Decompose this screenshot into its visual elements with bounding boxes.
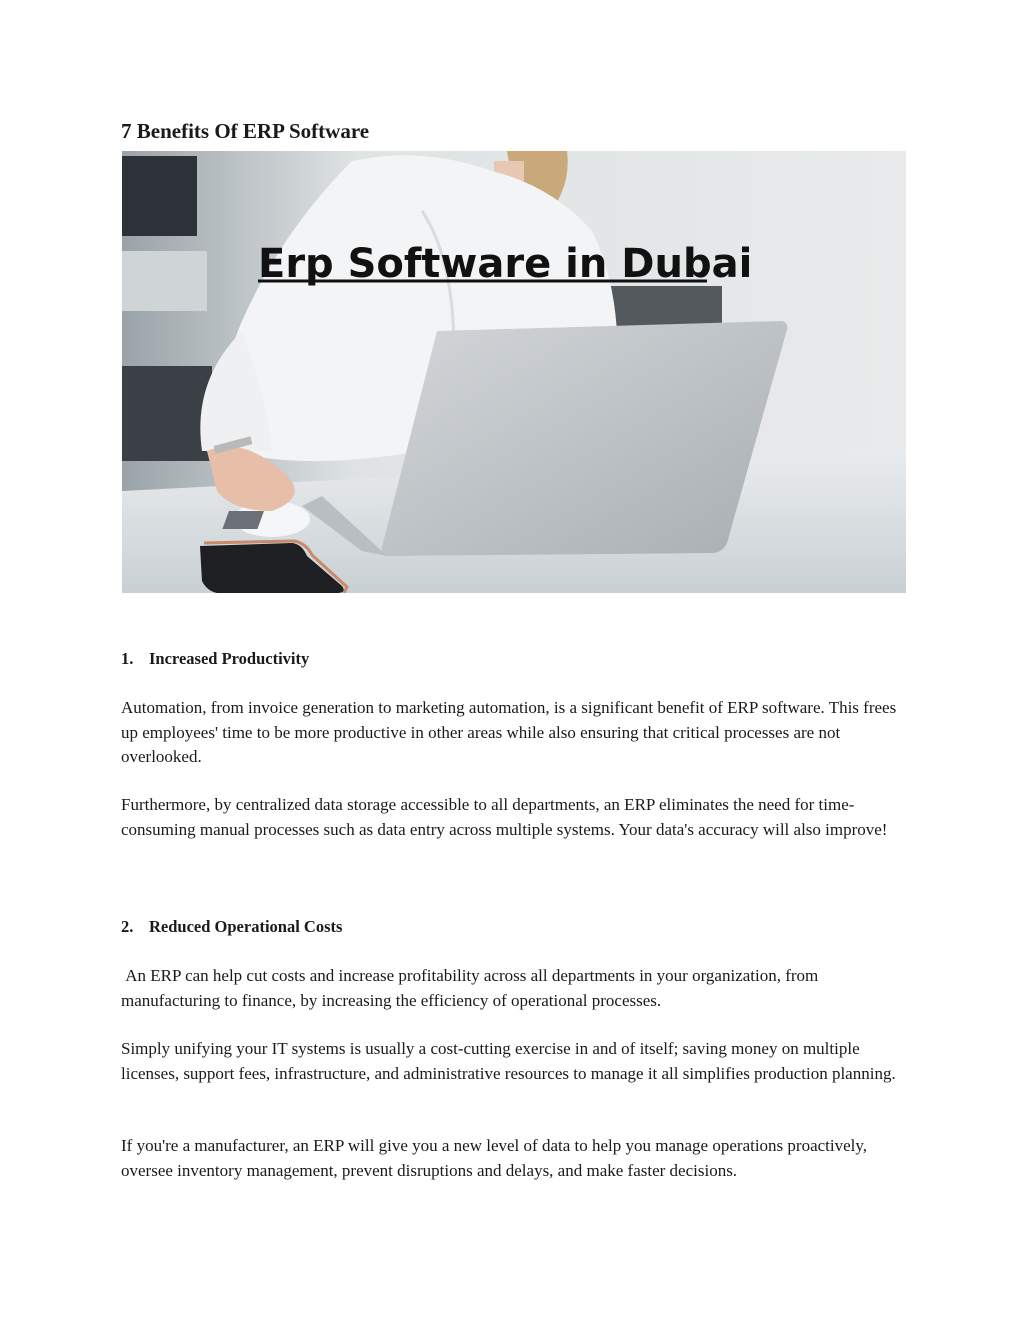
paragraph: If you're a manufacturer, an ERP will give you a new level of data to help you manage operations proactively, oversee inventory management, prevent disruptions and delays, and make faster decisions. bbox=[121, 1136, 868, 1180]
paragraph: An ERP can help cut costs and increase profitability across all departments in your organization, from manufacturing to finance, by increasing the efficiency of operational processes. bbox=[121, 966, 823, 1010]
section-number: 1. bbox=[121, 649, 134, 668]
section-number: 2. bbox=[121, 917, 134, 936]
section-heading bbox=[121, 917, 342, 937]
hero-illustration bbox=[122, 151, 906, 593]
page-title: 7 Benefits Of ERP Software bbox=[121, 119, 370, 143]
paragraph: Automation, from invoice generation to marketing automation, is a significant benefit of ERP software. This frees up employees' time to be more productive in other areas while also ensuring that critical processes are not overlooked. bbox=[121, 698, 897, 766]
hero-overlay-text: Erp Software in Dubai bbox=[258, 241, 753, 287]
paragraph: Simply unifying your IT systems is usually a cost-cutting exercise in and of itself; saving money on multiple licenses, support fees, infrastructure, and administrative resources to manage it all simplifies production planning. bbox=[121, 1039, 896, 1083]
section-title: Reduced Operational Costs bbox=[149, 917, 343, 936]
section-title: Increased Productivity bbox=[149, 649, 310, 668]
section-heading bbox=[121, 649, 309, 669]
hero-image bbox=[122, 151, 906, 593]
paragraph: Furthermore, by centralized data storage accessible to all departments, an ERP eliminates the need for time-consuming manual processes such as data entry across multiple systems. Your data's accuracy will also improve! bbox=[121, 795, 888, 839]
